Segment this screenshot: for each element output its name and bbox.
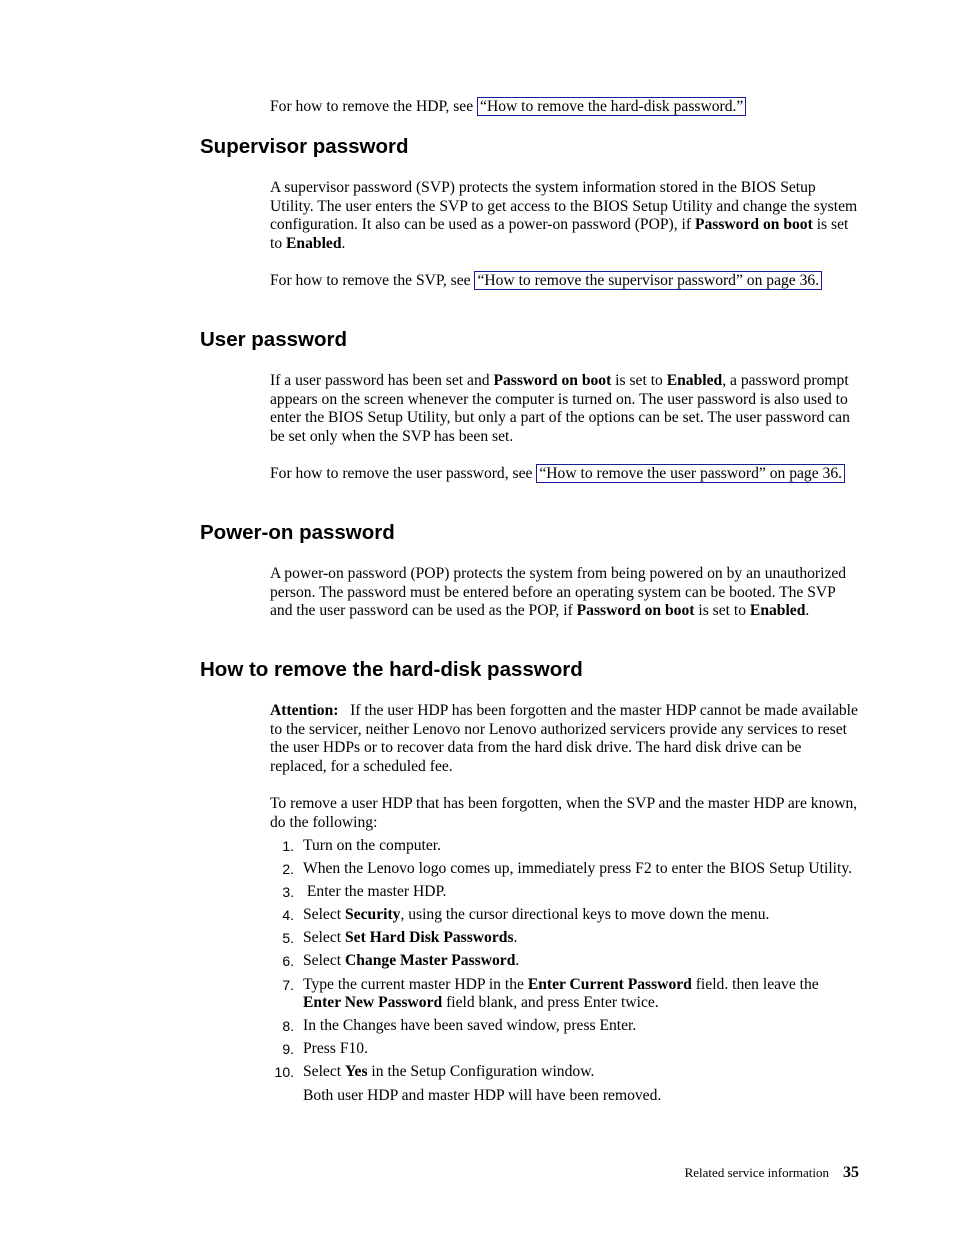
remove-hdp-steps	[270, 837, 860, 1110]
list-item: 3. Enter the master HDP.	[282, 883, 447, 901]
list-item: 5. Select Set Hard Disk Passwords.	[282, 929, 518, 947]
list-item: 1. Turn on the computer.	[282, 837, 442, 854]
page-footer	[685, 1163, 859, 1183]
hdp-reference-text: For how to remove the HDP, see	[270, 98, 478, 115]
heading-remove-hdp: How to remove the hard-disk password	[200, 658, 583, 681]
page-number: 35	[843, 1164, 859, 1181]
step-result-note: Both user HDP and master HDP will have been removed.	[303, 1086, 662, 1104]
attention-label: Attention:	[270, 702, 339, 719]
poweron-paragraph: A power-on password (POP) protects the system from being powered on by an unauthorized person. The password must be entered before an operating system can be booted. The SVP and the user password can be used as the POP, if Password on boot is set to Enabled.	[270, 565, 847, 620]
user-paragraph: If a user password has been set and Password on boot is set to Enabled, a password prompt appears on the screen whenever the computer is turned on. The user password is also used to enter the BIOS Setup Utility, but only a part of the options can be set. The user password can be set only when the SVP has been set.	[270, 372, 850, 445]
link-remove-supervisor-password[interactable]: “How to remove the supervisor password” on page 36.	[474, 271, 822, 290]
attention-text: If the user HDP has been forgotten and the master HDP cannot be made available to the servicer, neither Lenovo nor Lenovo authorized servicers provide any services to reset the user HDPs or to recover data from the hard disk drive. The hard disk drive can be replaced, for a scheduled fee.	[270, 702, 858, 775]
user-section	[270, 372, 860, 484]
poweron-section	[270, 565, 860, 621]
remove-hdp-intro: To remove a user HDP that has been forgotten, when the SVP and the master HDP are known, do the following:	[270, 794, 858, 831]
attention-notice	[270, 702, 860, 776]
list-item: 8. In the Changes have been saved window, press Enter.	[282, 1017, 637, 1035]
link-remove-hdp[interactable]: “How to remove the hard-disk password.”	[477, 97, 746, 116]
supervisor-reference: For how to remove the SVP, see “How to remove the supervisor password” on page 36.	[270, 272, 860, 291]
link-remove-user-password[interactable]: “How to remove the user password” on page 36.	[536, 464, 845, 483]
supervisor-section	[270, 179, 860, 291]
heading-power-on-password: Power-on password	[200, 521, 395, 544]
heading-user-password: User password	[200, 328, 347, 351]
remove-hdp-section	[270, 702, 860, 832]
list-item: 10. Select Yes in the Setup Configuration window. Both user HDP and master HDP will have been removed.	[270, 1063, 860, 1105]
list-item: 7. Type the current master HDP in the Enter Current Password field. then leave the Enter New Password field blank, and press Enter twice.	[282, 975, 819, 1012]
footer-label: Related service information	[684, 1165, 829, 1180]
user-reference: For how to remove the user password, see “How to remove the user password” on page 36.	[270, 465, 860, 484]
hdp-remove-reference	[270, 98, 860, 117]
supervisor-paragraph: A supervisor password (SVP) protects the system information stored in the BIOS Setup Utility. The user enters the SVP to get access to the BIOS Setup Utility and change the system configuration. It also can be used as a power-on password (POP), if Password on boot is set to Enabled.	[270, 179, 858, 252]
list-item: 6. Select Change Master Password.	[282, 952, 520, 970]
list-item: 2. When the Lenovo logo comes up, immediately press F2 to enter the BIOS Setup Utility.	[282, 860, 853, 878]
list-item: 4. Select Security, using the cursor directional keys to move down the menu.	[282, 906, 770, 924]
list-item: 9. Press F10.	[282, 1040, 368, 1058]
heading-supervisor-password: Supervisor password	[200, 135, 409, 158]
